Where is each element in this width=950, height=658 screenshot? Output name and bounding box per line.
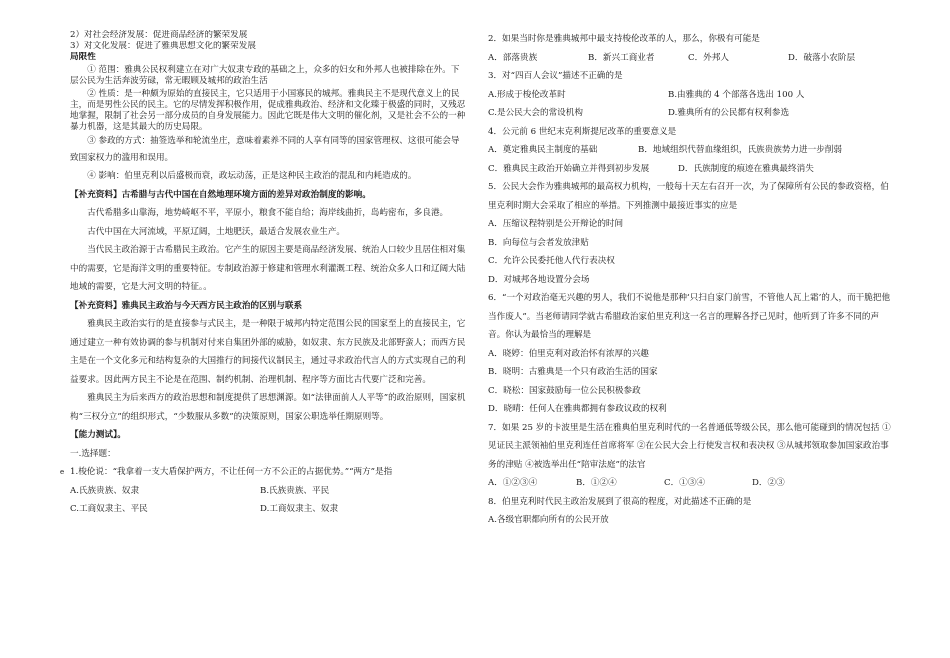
supplement-1-heading: 【补充资料】古希腊与古代中国在自然地理环境方面的差异对政治制度的影响。 (70, 189, 371, 200)
question-7-option-c[interactable]: C．①③④ (664, 478, 705, 488)
question-1-option-c[interactable]: C.工商奴隶主、平民 (70, 504, 148, 514)
question-7-stem: 7．如果 25 岁的卡波里是生活在雅典伯里克利时代的一名普通低等级公民，那么他可能碰到的情况包括 ①见证民主派领袖伯里克利连任首席将军 ②在公民大会上行使发言权和表决权 ③从城邦领取参加国家政治事务的津贴 ④被选举出任“陪审法庭”的法官 (488, 422, 891, 470)
question-5-option-d[interactable]: D．对城邦各地设置分会场 (488, 274, 590, 285)
question-8-stem: 8．伯里克利时代民主政治发展到了很高的程度，对此描述不正确的是 (488, 496, 752, 507)
stray-mark: e (60, 468, 65, 476)
supplement-2-heading: 【补充资料】雅典民主政治与今天西方民主政治的区别与联系 (70, 300, 303, 311)
question-7-option-b[interactable]: B．①②④ (576, 478, 617, 488)
question-6-option-a[interactable]: A．晓婷：伯里克利对政治怀有浓厚的兴趣 (488, 348, 649, 359)
supplement-1-greece: 古代希腊多山靠海，地势崎岖不平，平原小，粮食不能自给；海岸线曲折，岛屿密布，多良港。 (87, 208, 449, 218)
question-4-options-row-1 (488, 141, 894, 160)
supplement-2-comparison: 雅典民主政治实行的是直接参与式民主，是一种限于城邦内特定范围公民的国家至上的直接民主，它通过建立一种有效协调的参与机制对付来自集团外部的威胁，如奴隶、东方民族及北部野蛮人；而西方民主是在一个文化多元和结构复杂的大国推行的间接代议制民主，通过寻求政治代言人的方式实现自己的利益要求。因此两方民主不论是在范围、制约机制、治理机制、程序等方面比古代要广泛和完善。 (70, 319, 466, 385)
question-1-options-row-1 (70, 482, 468, 501)
question-5-option-b[interactable]: B．向每位与会者发放津贴 (488, 237, 589, 248)
question-1-option-b[interactable]: B.氏族贵族、平民 (260, 485, 330, 496)
question-2-stem: 2．如果当时你是雅典城邦中最支持梭伦改革的人，那么，你极有可能是 (488, 34, 760, 44)
question-8-option-a[interactable]: A.各级官职都向所有的公民开放 (488, 515, 609, 525)
question-5-option-c[interactable]: C．允许公民委托他人代行表决权 (488, 256, 615, 266)
question-3-option-a[interactable]: A.形成于梭伦改革时 (488, 89, 566, 100)
question-6-option-d[interactable]: D．晓晴：任何人在雅典都拥有参政议政的权利 (488, 404, 667, 414)
question-7-option-a[interactable]: A．①②③④ (488, 478, 538, 488)
question-2-option-c[interactable]: C．外邦人 (688, 52, 729, 63)
limitation-impact: ④ 影响：伯里克利以后盛极而衰，政坛动荡，正是这种民主政治的混乱和内耗造成的。 (87, 171, 417, 181)
ability-test-heading: 【能力测试】。 (70, 430, 126, 440)
question-4-option-b[interactable]: B．地域组织代替血缘组织，氏族贵族势力进一步削弱 (638, 145, 842, 155)
supplement-2-legacy: 雅典民主为后来西方的政治思想和制度提供了思想渊源。如“法律面前人人平等”的政治原则，国家机构“三权分立”的组织形式，“少数服从多数”的决策原则，国家公职选举任期原则等。 (70, 393, 466, 422)
question-2-option-d[interactable]: D．破落小农阶层 (788, 52, 856, 63)
question-1-option-d[interactable]: D.工商奴隶主、奴隶 (260, 504, 339, 514)
question-3-option-d[interactable]: D.雅典所有的公民都有权利参选 (668, 108, 790, 118)
question-1-stem: 1.梭伦说：“我拿着一支大盾保护两方，不让任何一方不公正的占据优势。”“两方”是指 (70, 467, 393, 477)
question-4-option-a[interactable]: A．奠定雅典民主制度的基础 (488, 145, 598, 155)
question-4-option-c[interactable]: C．雅典民主政治开始确立并得到初步发展 (488, 163, 650, 174)
supplement-1-summary: 当代民主政治源于古希腊民主政治。它产生的原因主要是商品经济发展、统治人口较少且居住相对集中的需要，它是海洋文明的重要特征。专制政治源于修建和管理水利灌溉工程、统治众多人口和辽阔大陆地域的需要，它是大河文明的特征。。 (70, 245, 466, 292)
question-4-options-row-2 (488, 160, 894, 179)
question-3-options-row-2 (488, 104, 894, 123)
question-2-option-a[interactable]: A．部落贵族 (488, 52, 538, 63)
question-3-option-b[interactable]: B.由雅典的 4 个部落各选出 100 人 (668, 89, 805, 100)
question-6-option-b[interactable]: B．晓明：古雅典是一个只有政治生活的国家 (488, 367, 658, 377)
limitation-nature: ② 性质：是一种颇为原始的直接民主，它只适用于小国寡民的城邦。雅典民主不是现代意义上的民主，而是男性公民的民主。它的尽情发挥积极作用，促成雅典政治、经济和文化臻于极盛的同时，又残忍地掌握，限制了社会另一部分成员的自身发展能力。因此它既是伟大文明的催化剂，又是社会不公的一种暴力机器，这是其最大的历史局限。 (70, 89, 466, 132)
limitations-heading: 局限性 (70, 52, 96, 62)
question-2-options (488, 49, 894, 68)
supplement-1-china: 古代中国在大河流域，平原辽阔，土地肥沃，最适合发展农业生产。 (87, 226, 346, 237)
question-7-options (488, 474, 894, 493)
intro-line-2: 2）对社会经济发展：促进商品经济的繁荣发展 (70, 30, 248, 40)
question-3-option-c[interactable]: C.是公民大会的常设机构 (488, 108, 583, 118)
question-4-option-d[interactable]: D．氏族制度的痕迹在雅典最终消失 (678, 163, 814, 174)
left-column (70, 30, 468, 519)
question-4-stem: 4．公元前 6 世纪末克利斯提尼改革的重要意义是 (488, 126, 677, 137)
question-6-option-c[interactable]: C．晓松：国家鼓励每一位公民积极参政 (488, 385, 641, 396)
choice-section-label: 一.选择题： (70, 448, 116, 459)
limitation-scope: ① 范围：雅典公民权利建立在对广大奴隶专政的基础之上，众多的妇女和外邦人也被排除在外。下层公民为生活奔波劳碌，常无暇顾及城邦的政治生活 (70, 65, 460, 86)
question-1-options-row-2 (70, 500, 468, 519)
question-1-option-a[interactable]: A.氏族贵族、奴隶 (70, 485, 140, 496)
question-2-option-b[interactable]: B．新兴工商业者 (588, 52, 655, 63)
question-6-stem: 6．“一个对政治毫无兴趣的男人，我们不说他是那种‘只扫自家门前雪，不管他人瓦上霜’的人，而干脆把他当作废人”。当老师请同学就古希腊政治家伯里克利这一名言的理解各抒己见时，他听到了许多不同的声音。你认为最恰当的理解是 (488, 293, 891, 340)
limitation-method: ③ 参政的方式：抽签选举和轮流坐庄，意味着素养不同的人享有同等的国家管理权、这很可能会导致国家权力的滥用和误用。 (70, 136, 460, 163)
question-7-option-d[interactable]: D．②③ (752, 478, 785, 488)
question-3-options-row-1 (488, 86, 894, 105)
right-column (488, 30, 894, 530)
intro-line-3: 3）对文化发展：促进了雅典思想文化的繁荣发展 (70, 41, 256, 51)
question-3-stem: 3．对“四百人会议”描述不正确的是 (488, 71, 623, 81)
question-5-option-a[interactable]: A．压缩议程特别是公开辩论的时间 (488, 219, 624, 229)
question-5-stem: 5．公民大会作为雅典城邦的最高权力机构，一般每十天左右召开一次，为了保障所有公民的参政资格，伯里克利时期大会采取了相应的举措。下列推测中最接近事实的应是 (488, 182, 889, 211)
